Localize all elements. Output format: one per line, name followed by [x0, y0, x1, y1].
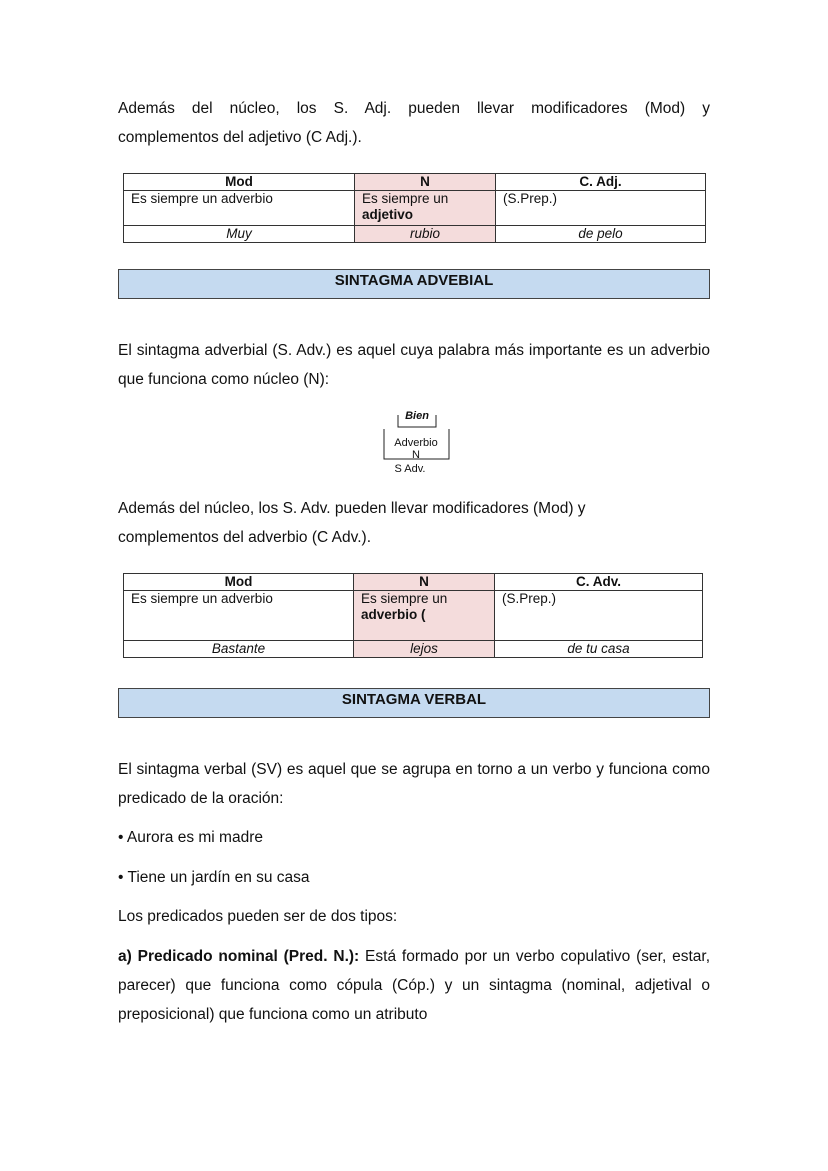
adv-example-n: lejos	[354, 641, 495, 658]
adv-desc-c: (S.Prep.)	[495, 591, 703, 641]
adv-desc-n-text: Es siempre un	[361, 591, 448, 606]
adj-example-mod: Muy	[124, 226, 355, 243]
adj-header-n: N	[355, 174, 496, 191]
adv-header-cadv: C. Adv.	[495, 574, 703, 591]
adj-desc-n-bold: adjetivo	[362, 207, 414, 222]
adj-example-c: de pelo	[496, 226, 706, 243]
adv-header-mod: Mod	[124, 574, 354, 591]
syntax-diagram	[370, 405, 460, 480]
adv-phrase-table	[123, 573, 703, 658]
intro-adj-line1: Además del núcleo, los S. Adj. pueden llevar modificadores (Mod) y	[118, 100, 710, 117]
adj-desc-n-text: Es siempre un	[362, 191, 449, 206]
adj-phrase-table	[123, 173, 706, 243]
adv-desc-n-bold: adverbio (	[361, 607, 426, 622]
para-verbal: El sintagma verbal (SV) es aquel que se agrupa en torno a un verbo y funciona como predicado de la oración:	[118, 761, 710, 807]
adj-header-mod: Mod	[124, 174, 355, 191]
adv-desc-n	[354, 591, 495, 641]
adj-desc-mod: Es siempre un adverbio	[124, 191, 355, 226]
diagram-phrase: S Adv.	[394, 463, 426, 475]
diagram-word: Bien	[405, 410, 429, 422]
adv-header-n: N	[354, 574, 495, 591]
bullet-item: • Aurora es mi madre	[118, 829, 263, 846]
bullet-item: • Tiene un jardín en su casa	[118, 869, 310, 886]
section-band-adverbial: SINTAGMA ADVEBIAL	[118, 269, 710, 299]
adv-example-c: de tu casa	[495, 641, 703, 658]
para-predicate-types: Los predicados pueden ser de dos tipos:	[118, 908, 398, 925]
para-adverbial: El sintagma adverbial (S. Adv.) es aquel cuya palabra más importante es un adverbio que funciona como núcleo (N):	[118, 342, 710, 388]
diagram-function: N	[412, 449, 420, 461]
intro-adj-line2: complementos del adjetivo (C Adj.).	[118, 129, 362, 146]
section-band-verbal: SINTAGMA VERBAL	[118, 688, 710, 718]
pred-nominal-label: a) Predicado nominal (Pred. N.):	[118, 948, 360, 965]
intro-adv-line2: complementos del adverbio (C Adv.).	[118, 529, 371, 546]
adj-example-n: rubio	[355, 226, 496, 243]
adv-example-mod: Bastante	[124, 641, 354, 658]
adv-desc-mod: Es siempre un adverbio	[124, 591, 354, 641]
pred-nominal-text: Está formado por un verbo copulativo (ser, estar, parecer) que funciona como cópula (Cóp.) y un sintagma (nominal, adjetival o preposicional) que funciona como un atributo	[118, 948, 710, 1023]
para-predicado-nominal	[118, 942, 710, 1029]
adj-desc-n	[355, 191, 496, 226]
diagram-category: Adverbio	[394, 437, 438, 449]
intro-adv-line1: Además del núcleo, los S. Adv. pueden llevar modificadores (Mod) y	[118, 500, 586, 517]
adj-header-cadj: C. Adj.	[496, 174, 706, 191]
adj-desc-c: (S.Prep.)	[496, 191, 706, 226]
